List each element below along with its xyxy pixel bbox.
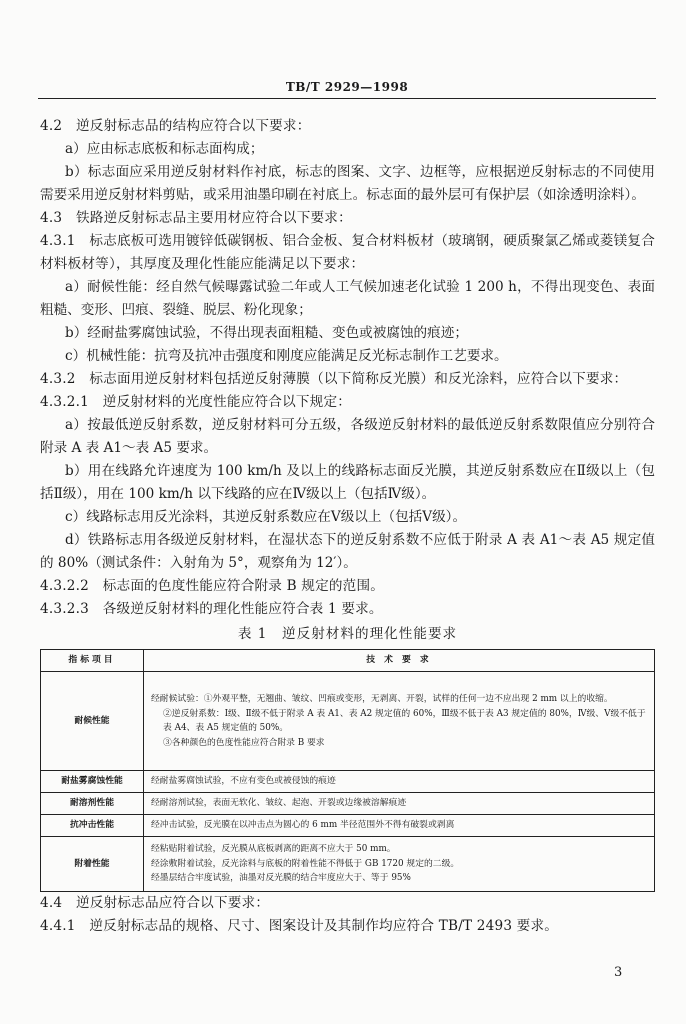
table-row [41,793,655,815]
item-4-3-2-1-b: b）用在线路允许速度为 100 km/h 及以上的线路标志面反光膜，其逆反射系数应在Ⅱ级以上（包括Ⅱ级），用在 100 km/h 以下线路的应在Ⅳ级以上（包括Ⅳ级）。 [40,463,655,502]
table-header-cell: 指标项目 [41,650,144,672]
row-label: 耐候性能 [41,672,144,771]
running-header: TB/T 2929—1998 [285,80,409,94]
item-4-3-2-1-a: a）按最低逆反射系数，逆反射材料可分五级，各级逆反射材料的最低逆反射系数限值应分别符合附录 A 表 A1～表 A5 要求。 [40,417,655,456]
item-4-3-1-b: b）经耐盐雾腐蚀试验，不得出现表面粗糙、变色或被腐蚀的痕迹； [65,325,468,341]
header-rule [38,98,656,99]
table-row [41,815,655,837]
document-body [40,115,655,938]
clause-4-2: 4.2 逆反射标志品的结构应符合以下要求： [40,118,311,134]
page-number: 3 [614,965,623,980]
table-row [41,837,655,892]
table-title: 表 1 逆反射材料的理化性能要求 [237,626,458,642]
item-4-3-1-c: c）机械性能：抗弯及抗冲击强度和刚度应能满足反光标志制作工艺要求。 [65,348,508,364]
row-label: 附着性能 [41,837,144,892]
clause-4-3-1: 4.3.1 标志底板可选用镀锌低碳钢板、铝合金板、复合材料板材（玻璃钢，硬质聚氯乙烯或菱镁复合材料板材等），其厚度及理化性能应能满足以下要求： [40,233,655,272]
item-4-2-a: a）应由标志底板和标志面构成； [65,141,264,157]
item-4-3-2-1-c: c）线路标志用反光涂料，其逆反射系数应在Ⅴ级以上（包括Ⅴ级）。 [65,509,467,525]
row-line: 经涂敷附着试验，反光涂料与底板的附着性能不得低于 GB 1720 规定的二级。 [151,858,460,869]
row-label: 耐盐雾腐蚀性能 [41,771,144,793]
row-content: 经冲击试验，反光膜在以冲击点为圆心的 6 mm 半径范围外不得有破裂或剥离 [144,815,655,837]
row-line: ②逆反射系数：Ⅰ级、Ⅱ级不低于附录 A 表 A1、表 A2 规定值的 60%，Ⅲ级不低于表 A3 规定值的 80%，Ⅳ级、Ⅴ级不低于表 A4、表 A5 规定值的 50%。 [163,708,646,733]
table-header-cell: 技 术 要 求 [144,650,655,672]
row-label: 耐溶剂性能 [41,793,144,815]
item-4-3-2-1-d: d）铁路标志用各级逆反射材料，在湿状态下的逆反射系数不应低于附录 A 表 A1～表 A5 规定值的 80%（测试条件：入射角为 5°，观察角为 12′）。 [40,532,655,571]
table-row [41,771,655,793]
clause-4-3-2-3: 4.3.2.3 各级逆反射材料的理化性能应符合表 1 要求。 [40,601,383,617]
row-line: 经耐候试验：①外观平整，无翘曲、皱纹、凹痕或变形，无剥离、开裂，试样的任何一边不应出现 2 mm 以上的收缩。 [151,694,613,704]
row-content: 经耐盐雾腐蚀试验，不应有变色或被侵蚀的痕迹 [144,771,655,793]
table-row [41,672,655,771]
clause-4-4-1: 4.4.1 逆反射标志品的规格、尺寸、图案设计及其制作均应符合 TB/T 2493 要求。 [40,918,559,934]
row-content: 经耐溶剂试验，表面无软化、皱纹、起泡、开裂或边缘被溶解痕迹 [144,793,655,815]
item-4-2-b: b）标志面应采用逆反射材料作衬底，标志的图案、文字、边框等，应根据逆反射标志的不同使用需要采用逆反射材料剪贴，或采用油墨印刷在衬底上。标志面的最外层可有保护层（如涂透明涂料）。 [40,164,655,203]
clause-4-3-2-1: 4.3.2.1 逆反射材料的光度性能应符合以下规定： [40,394,352,410]
clause-4-3-2: 4.3.2 标志面用逆反射材料包括逆反射薄膜（以下简称反光膜）和反光涂料，应符合以下要求： [40,371,628,387]
item-4-3-1-a: a）耐候性能：经自然气候曝露试验二年或人工气候加速老化试验 1 200 h，不得出现变色、表面粗糙、变形、凹痕、裂缝、脱层、粉化现象； [40,279,655,318]
property-table [40,649,655,892]
clause-4-3-2-2: 4.3.2.2 标志面的色度性能应符合附录 B 规定的范围。 [40,578,385,594]
row-line: 经粘贴附着试验，反光膜从底板剥离的距离不应大于 50 mm。 [151,844,396,855]
clause-4-4: 4.4 逆反射标志品应符合以下要求： [40,895,270,911]
row-content [144,672,655,771]
table-header-row [41,650,655,672]
row-line: ③各种颜色的色度性能应符合附录 B 要求 [163,737,325,748]
clause-4-3: 4.3 铁路逆反射标志品主要用材应符合以下要求： [40,210,352,226]
row-content [144,837,655,892]
row-label: 抗冲击性能 [41,815,144,837]
row-line: 经墨层结合牢度试验，油墨对反光膜的结合牢度应大于、等于 95% [151,873,411,884]
